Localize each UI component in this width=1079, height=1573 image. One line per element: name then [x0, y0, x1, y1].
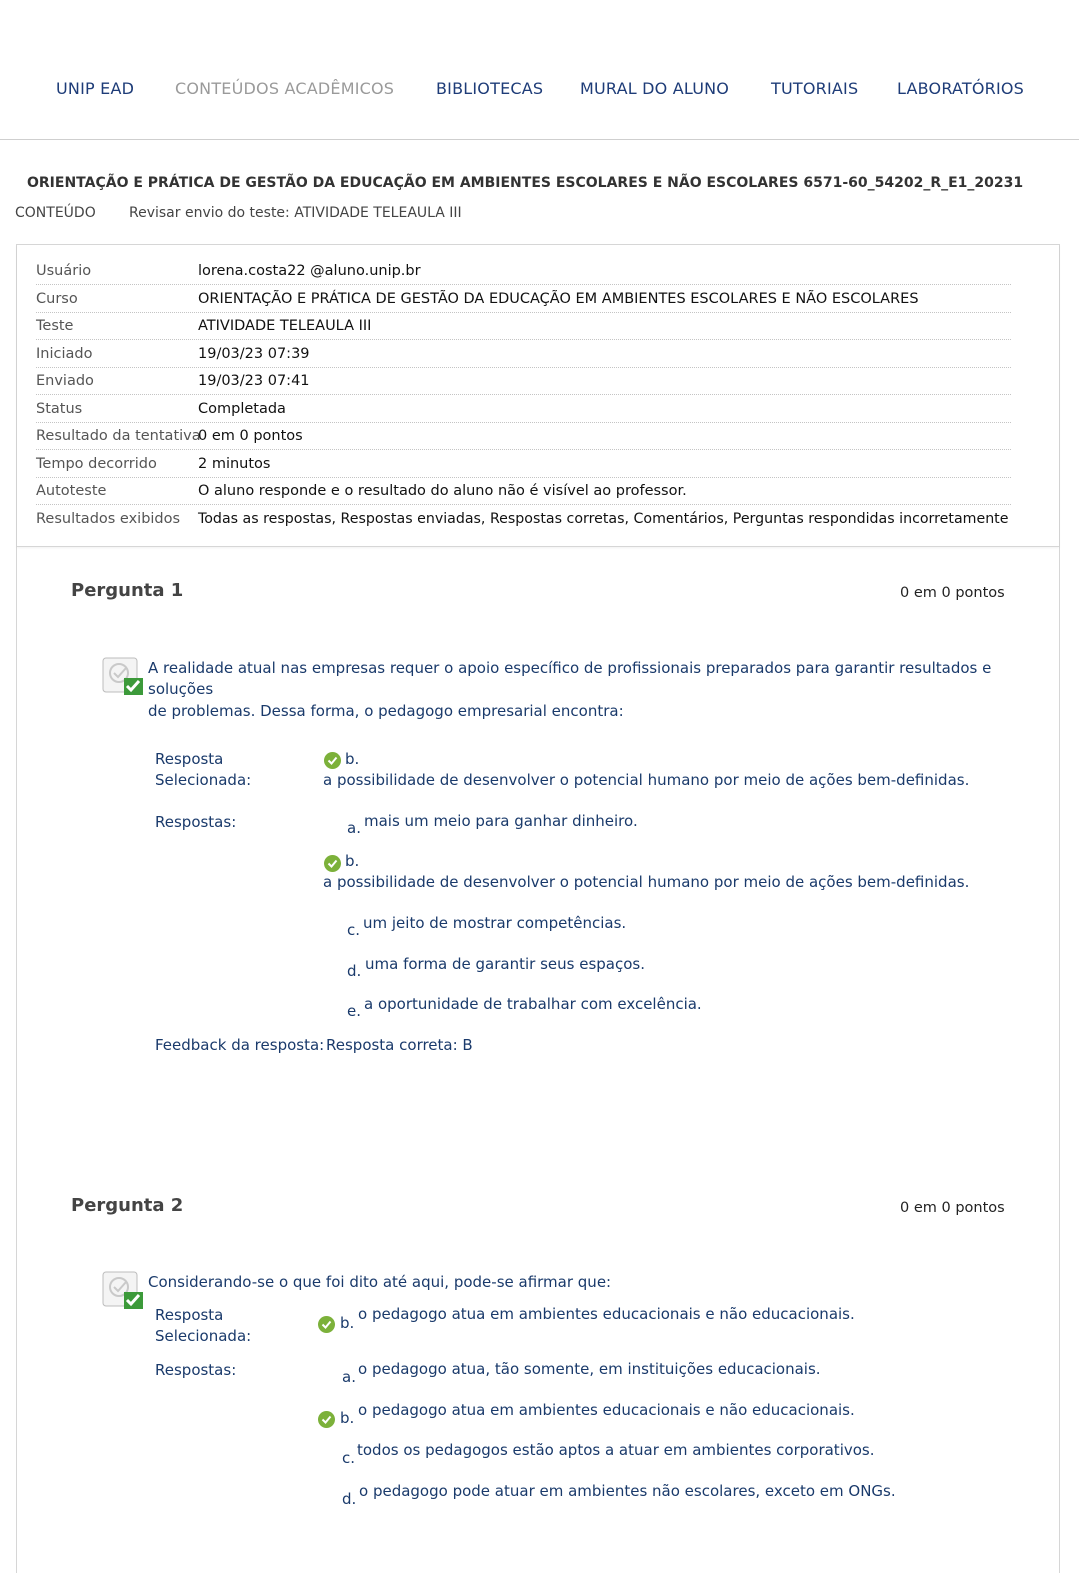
course-title: ORIENTAÇÃO E PRÁTICA DE GESTÃO DA EDUCAÇÃO EM AMBIENTES ESCOLARES E NÃO ESCOLARES 6571-60_54202_R_E1_20231: [27, 175, 1024, 191]
info-row-usuario: [36, 258, 1011, 285]
top-navigation: [0, 0, 1079, 140]
answer-option: uma forma de garantir seus espaços.: [365, 955, 645, 973]
info-row-resultados-exibidos: [36, 506, 1011, 533]
info-row-iniciado: [36, 341, 1011, 368]
info-value: 2 minutos: [198, 456, 271, 472]
answer-letter: a.: [342, 1368, 356, 1386]
info-row-autoteste: [36, 478, 1011, 505]
nav-bibliotecas[interactable]: BIBLIOTECAS: [436, 79, 544, 98]
answer-option: a possibilidade de desenvolver o potencial humano por meio de ações bem-definidas.: [323, 873, 970, 891]
info-value: Todas as respostas, Respostas enviadas, Respostas corretas, Comentários, Perguntas respondidas incorretamente: [198, 511, 1009, 527]
breadcrumb-page: Revisar envio do teste: ATIVIDADE TELEAULA III: [129, 205, 462, 221]
answer-letter: c.: [347, 921, 361, 939]
nav-laboratorios[interactable]: LABORATÓRIOS: [897, 79, 1025, 98]
info-row-status: [36, 396, 1011, 423]
selected-answer-label: Resposta: [155, 750, 224, 768]
info-value: ATIVIDADE TELEAULA III: [198, 318, 372, 334]
info-value: 0 em 0 pontos: [198, 428, 303, 444]
answer-option: um jeito de mostrar competências.: [363, 914, 627, 932]
question-1-title: Pergunta 1: [71, 580, 184, 601]
info-row-resultado: [36, 423, 1011, 450]
info-label: Tempo decorrido: [36, 456, 157, 472]
answer-option: mais um meio para ganhar dinheiro.: [364, 812, 638, 830]
info-label: Enviado: [36, 373, 94, 389]
check-circle-icon: [318, 1316, 335, 1333]
nav-conteudos-academicos[interactable]: CONTEÚDOS ACADÊMICOS: [175, 79, 395, 98]
question-correct-icon: [102, 1270, 144, 1310]
answers-label: Respostas:: [155, 1361, 237, 1379]
answer-letter: b.: [340, 1409, 355, 1427]
answer-option: o pedagogo pode atuar em ambientes não escolares, exceto em ONGs.: [359, 1482, 896, 1500]
selected-answer-text: o pedagogo atua em ambientes educacionais e não educacionais.: [358, 1305, 855, 1323]
answer-letter: b.: [345, 852, 360, 870]
info-row-curso: [36, 286, 1011, 313]
answer-letter: d.: [347, 962, 362, 980]
info-value: 19/03/23 07:41: [198, 373, 310, 389]
check-circle-icon: [318, 1411, 335, 1428]
breadcrumb-section[interactable]: CONTEÚDO: [15, 205, 96, 221]
info-label: Iniciado: [36, 346, 93, 362]
info-label: Usuário: [36, 263, 92, 279]
answer-letter: a.: [347, 819, 361, 837]
info-row-tempo: [36, 451, 1011, 478]
question-1-text-line1: A realidade atual nas empresas requer o apoio específico de profissionais preparados para garantir resultados e: [148, 659, 992, 677]
question-1-points: 0 em 0 pontos: [900, 585, 1005, 601]
nav-tutoriais[interactable]: TUTORIAIS: [771, 79, 859, 98]
selected-answer-text: a possibilidade de desenvolver o potencial humano por meio de ações bem-definidas.: [323, 771, 970, 789]
question-1-text-line2: soluções: [148, 680, 214, 698]
selected-answer-label: Selecionada:: [155, 1327, 252, 1345]
feedback-label: Feedback da resposta:: [155, 1036, 325, 1054]
answer-option: a oportunidade de trabalhar com excelência.: [364, 995, 702, 1013]
info-label: Resultado da tentativa: [36, 428, 201, 444]
nav-unip-ead[interactable]: UNIP EAD: [56, 79, 135, 98]
info-label: Teste: [36, 318, 74, 334]
info-value: lorena.costa22 @aluno.unip.br: [198, 263, 421, 279]
question-2-text: Considerando-se o que foi dito até aqui, pode-se afirmar que:: [148, 1273, 612, 1291]
info-label: Status: [36, 401, 83, 417]
info-label: Autoteste: [36, 483, 107, 499]
info-row-enviado: [36, 368, 1011, 395]
selected-answer-label: Selecionada:: [155, 771, 252, 789]
answer-option: todos os pedagogos estão aptos a atuar em ambientes corporativos.: [357, 1441, 875, 1459]
info-value: Completada: [198, 401, 286, 417]
answer-letter: b.: [345, 750, 360, 768]
answer-letter: d.: [342, 1490, 357, 1508]
answer-letter: c.: [342, 1449, 356, 1467]
info-value: O aluno responde e o resultado do aluno não é visível ao professor.: [198, 483, 687, 499]
answer-option: o pedagogo atua, tão somente, em instituições educacionais.: [358, 1360, 821, 1378]
nav-mural-do-aluno[interactable]: MURAL DO ALUNO: [580, 79, 730, 98]
question-1-text-line3: de problemas. Dessa forma, o pedagogo empresarial encontra:: [148, 702, 624, 720]
answer-option: o pedagogo atua em ambientes educacionais e não educacionais.: [358, 1401, 855, 1419]
feedback-text: Resposta correta: B: [326, 1036, 473, 1054]
info-value: ORIENTAÇÃO E PRÁTICA DE GESTÃO DA EDUCAÇÃO EM AMBIENTES ESCOLARES E NÃO ESCOLARES: [198, 291, 919, 307]
check-circle-icon: [324, 855, 341, 872]
answers-label: Respostas:: [155, 813, 237, 831]
check-circle-icon: [324, 752, 341, 769]
info-value: 19/03/23 07:39: [198, 346, 310, 362]
info-row-teste: [36, 313, 1011, 340]
question-2-points: 0 em 0 pontos: [900, 1200, 1005, 1216]
selected-answer-label: Resposta: [155, 1306, 224, 1324]
answer-letter: b.: [340, 1314, 355, 1332]
info-label: Curso: [36, 291, 78, 307]
question-2-title: Pergunta 2: [71, 1195, 184, 1216]
info-label: Resultados exibidos: [36, 511, 181, 527]
answer-letter: e.: [347, 1002, 361, 1020]
question-correct-icon: [102, 656, 144, 696]
